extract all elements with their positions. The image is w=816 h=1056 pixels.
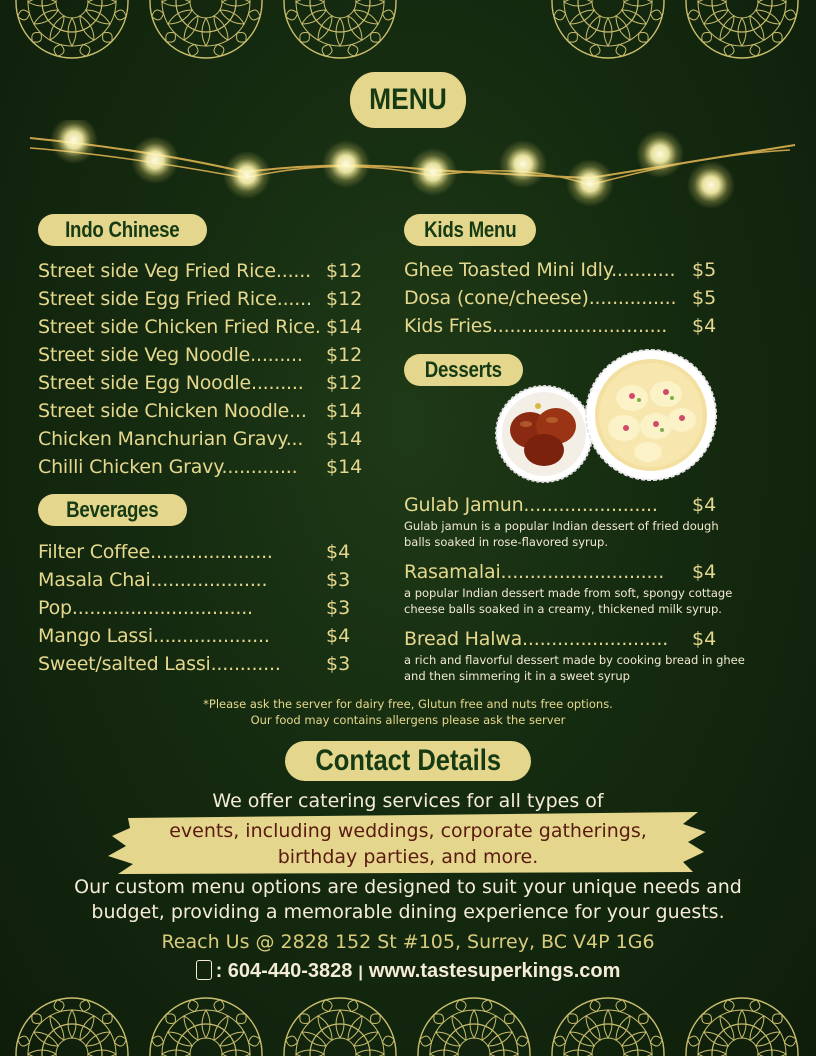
section-title-indo-chinese: Indo Chinese: [65, 217, 180, 242]
menu-item-price: $12: [326, 260, 363, 282]
section-title-desserts: Desserts: [425, 357, 502, 382]
menu-item-price: $4: [692, 494, 717, 516]
menu-item-name: Sweet/salted Lassi............: [38, 653, 281, 675]
phone-website-line: [0, 960, 816, 983]
gulab-jamun-image: [494, 384, 594, 484]
menu-item-price: $14: [326, 456, 363, 478]
menu-item-name: Kids Fries..............................: [404, 315, 668, 337]
contact-details-title: Contact Details: [315, 744, 501, 777]
menu-item-name: Street side Egg Fried Rice......: [38, 288, 312, 310]
allergen-note: Our food may contains allergens please ask the server: [250, 713, 566, 727]
menu-item-name: Street side Chicken Noodle...: [38, 400, 307, 422]
menu-item-name: Street side Egg Noodle.........: [38, 372, 304, 394]
menu-item-price: $4: [692, 315, 717, 337]
contact-details-badge: [285, 741, 531, 781]
menu-item-price: $4: [326, 625, 351, 647]
address: Reach Us @ 2828 152 St #105, Surrey, BC V4P 1G6: [161, 931, 655, 953]
menu-item-name: Masala Chai....................: [38, 569, 268, 591]
dietary-note: *Please ask the server for dairy free, Glutun free and nuts free options.: [203, 697, 613, 711]
menu-item-name: Dosa (cone/cheese)...............: [404, 287, 677, 309]
string-lights-decoration: [0, 120, 816, 210]
menu-item-price: $3: [326, 569, 351, 591]
custom-menu-line-2: budget, providing a memorable dining experience for your guests.: [91, 901, 725, 923]
menu-item-name: Street side Veg Fried Rice......: [38, 260, 311, 282]
menu-item-name: Gulab Jamun.......................: [404, 494, 658, 516]
menu-item-price: $4: [326, 541, 351, 563]
rasamalai-image: [584, 348, 718, 482]
events-line-1: events, including weddings, corporate gatherings,: [169, 820, 647, 842]
menu-item-price: $3: [326, 597, 351, 619]
catering-intro: We offer catering services for all types of: [212, 790, 604, 812]
section-title-kids-menu: Kids Menu: [423, 217, 517, 242]
phone-icon: [196, 960, 212, 980]
menu-item-name: Chilli Chicken Gravy.............: [38, 456, 298, 478]
menu-item-price: $12: [326, 288, 363, 310]
menu-item-name: Street side Chicken Fried Rice.: [38, 316, 321, 338]
custom-menu-line-1: Our custom menu options are designed to suit your unique needs and: [74, 876, 742, 898]
section-title-beverages: Beverages: [66, 497, 159, 522]
menu-item-name: Pop...............................: [38, 597, 253, 619]
menu-item-description: a popular Indian dessert made from soft, spongy cottage cheese balls soaked in a creamy, thickened milk syrup.: [404, 586, 733, 616]
menu-item-price: $14: [326, 316, 363, 338]
phone-number[interactable]: : 604-440-3828: [215, 960, 353, 982]
section-header-desserts: [404, 354, 523, 386]
events-line-2: birthday parties, and more.: [277, 846, 539, 868]
menu-item-price: $4: [692, 561, 717, 583]
menu-item-name: Ghee Toasted Mini Idly...........: [404, 259, 676, 281]
menu-item-price: $12: [326, 344, 363, 366]
menu-item-name: Bread Halwa.........................: [404, 628, 669, 650]
menu-item-description: Gulab jamun is a popular Indian dessert of fried dough balls soaked in rose-flavored syrup.: [404, 519, 719, 549]
menu-item-price: $4: [692, 628, 717, 650]
section-header-beverages: [38, 494, 187, 526]
separator: |: [358, 964, 363, 981]
menu-item-price: $14: [326, 400, 363, 422]
menu-item-description: a rich and flavorful dessert made by cooking bread in ghee and then simmering it in a sweet syrup: [404, 653, 745, 683]
mandala-pattern-bottom: [0, 992, 816, 1056]
menu-item-name: Mango Lassi....................: [38, 625, 270, 647]
menu-item-name: Rasamalai............................: [404, 561, 665, 583]
menu-item-price: $12: [326, 372, 363, 394]
menu-title: MENU: [369, 83, 447, 116]
menu-item-name: Chicken Manchurian Gravy...: [38, 428, 304, 450]
menu-item-name: Street side Veg Noodle.........: [38, 344, 303, 366]
top-mandala-border: [0, 0, 816, 70]
menu-item-price: $14: [326, 428, 363, 450]
section-header-kids-menu: [404, 214, 536, 246]
menu-item-price: $3: [326, 653, 351, 675]
section-header-indo-chinese: [38, 214, 207, 246]
bottom-mandala-border: [0, 992, 816, 1056]
menu-item-price: $5: [692, 259, 717, 281]
mandala-pattern-top: [0, 0, 816, 70]
menu-item-price: $5: [692, 287, 717, 309]
menu-item-name: Filter Coffee.....................: [38, 541, 273, 563]
website-link[interactable]: www.tastesuperkings.com: [368, 960, 621, 982]
